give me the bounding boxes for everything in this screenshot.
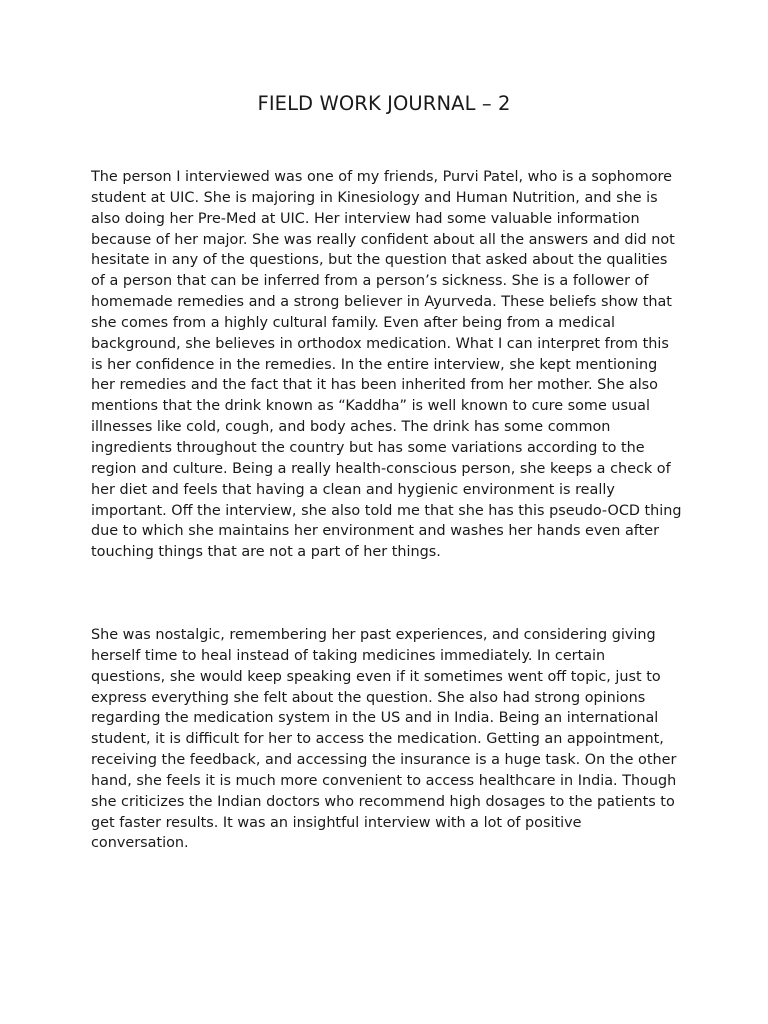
document-title: FIELD WORK JOURNAL – 2 <box>257 92 511 115</box>
paragraph-interview-reflection: She was nostalgic, remembering her past experiences, and considering giving herself time to heal instead of taking medicines immediately. In certain questions, she would keep speaking even if it sometimes went off topic, just to express everything she felt about the question. She also had strong opinions regarding the medication system in the US and in India. Being an international student, it is difficult for her to access the medication. Getting an appointment, receiving the feedback, and accessing the insurance is a huge task. On the other hand, she feels it is much more convenient to access healthcare in India. Though she criticizes the Indian doctors who recommend high dosages to the patients to get faster results. It was an insightful interview with a lot of positive conversation. <box>91 627 677 852</box>
paragraph-interview-summary: The person I interviewed was one of my friends, Purvi Patel, who is a sophomore student at UIC. She is majoring in Kinesiology and Human Nutrition, and she is also doing her Pre-Med at UIC. Her interview had some valuable information because of her major. She was really confident about all the answers and did not hesitate in any of the questions, but the question that asked about the qualities of a person that can be inferred from a person’s sickness. She is a follower of homemade remedies and a strong believer in Ayurveda. These beliefs show that she comes from a highly cultural family. Even after being from a medical background, she believes in orthodox medication. What I can interpret from this is her confidence in the remedies. In the entire interview, she kept mentioning her remedies and the fact that it has been inherited from her mother. She also mentions that the drink known as “Kaddha” is well known to cure some usual illnesses like cold, cough, and body aches. The drink has some common ingredients throughout the country but has some variations according to the region and culture. Being a really health-conscious person, she keeps a check of her diet and feels that having a clean and hygienic environment is really important. Off the interview, she also told me that she has this pseudo-OCD thing due to which she maintains her environment and washes her hands even after touching things that are not a part of her things. <box>91 169 682 561</box>
